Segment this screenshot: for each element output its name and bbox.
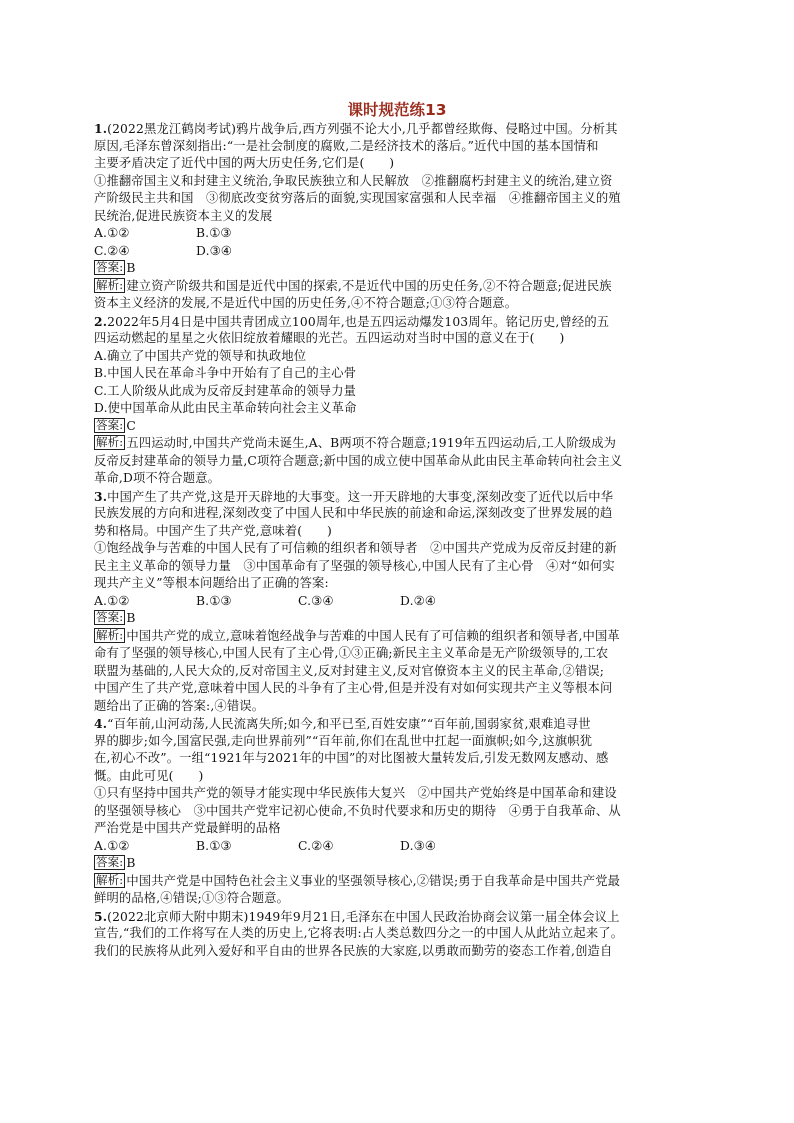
answer-line (94, 855, 700, 873)
analysis-text: 建立资产阶级共和国是近代中国的探索,不是近代中国的历史任务,②不符合题意;促进民族 (126, 278, 612, 293)
analysis-line: 中国产生了共产党,意味着中国人民的斗争有了主心骨,但是并没有对如何实现共产主义等根本问 (94, 681, 613, 695)
question-5 (94, 908, 700, 961)
question-text-line: 在,初心不改”。一组“1921年与2021年的中国”的对比图被大量转发后,引发无数网友感动、感 (94, 751, 609, 765)
question-text-line: 我们的民族将从此列入爱好和平自由的世界各民族的大家庭,以勇敢而勤劳的姿态工作着,创造自 (94, 943, 613, 958)
answer-line (94, 418, 700, 436)
question-text: “百年前,山河动荡,人民流离失所;如今,和平已至,百姓安康”“百年前,国弱家贫,艰难追寻世 (107, 717, 591, 731)
option-b: B.①③ (196, 226, 232, 240)
analysis-label: 解析: (96, 277, 124, 292)
options-row (94, 593, 700, 611)
question-text-line (94, 313, 700, 331)
option-b: B.①③ (196, 593, 232, 608)
answer-value: B (126, 856, 136, 870)
question-number: 5. (94, 908, 108, 924)
options-row (94, 838, 700, 856)
question-text-line: ①推翻帝国主义和封建主义统治,争取民族独立和人民解放 ②推翻腐朽封建主义的统治,建立资 (94, 173, 613, 188)
option-b: B.中国人民在革命斗争中开始有了自己的主心骨 (94, 366, 357, 380)
question-number: 4. (94, 716, 108, 731)
question-text-line: 民统治,促进民族资本主义的发展 (94, 208, 273, 223)
answer-label: 答案: (96, 855, 124, 869)
question-text-line: 界的脚步;如今,国富民强,走向世界前列”“百年前,你们在乱世中扛起一面旗帜;如今,这旗帜犹 (94, 733, 593, 748)
answer-value: C (126, 418, 136, 433)
option-c: C.③④ (298, 593, 334, 608)
analysis-line (94, 435, 700, 453)
question-text-line: 宣告,“我们的工作将写在人类的历史上,它将表明:占人类总数四分之一的中国人从此站立起来了。 (94, 926, 624, 940)
answer-value: B (126, 611, 136, 625)
question-number: 1. (94, 121, 108, 136)
answer-line (94, 610, 700, 628)
analysis-line: 革命,D项不符合题意。 (94, 471, 221, 485)
analysis-label: 解析: (96, 872, 124, 887)
option-a: A.①② (94, 838, 130, 853)
analysis-label: 解析: (96, 435, 124, 449)
question-text-line: 势和格局。中国产生了共产党,意味着( ) (94, 523, 332, 538)
question-text: (2022北京师大附中期末)1949年9月21日,毛泽东在中国人民政治协商会议第一届全体会议上 (107, 909, 620, 924)
answer-label: 答案: (96, 260, 124, 274)
analysis-line: 联盟为基础的,人民大众的,反对帝国主义,反对封建主义,反对官僚资本主义的民主革命,②错误; (94, 663, 605, 678)
analysis-line: 命有了坚强的领导核心,中国人民有了主心骨,①③正确;新民主主义革命是无产阶级领导的,工农 (94, 646, 609, 660)
question-number: 3. (94, 488, 108, 504)
option-b: B.①③ (196, 838, 232, 853)
analysis-line (94, 873, 700, 891)
question-3 (94, 488, 700, 716)
question-text-line: 原因,毛泽东曾深刻指出:“一是社会制度的腐败,二是经济技术的落后。”近代中国的基本国情和 (94, 138, 599, 153)
answer-value: B (126, 261, 136, 275)
question-1 (94, 120, 700, 313)
question-4 (94, 715, 700, 908)
question-text-line: ①只有坚持中国共产党的领导才能实现中华民族伟大复兴 ②中国共产党始终是中国革命和建设 (94, 786, 617, 800)
option-d: D.使中国革命从此由民主革命转向社会主义革命 (94, 401, 357, 415)
question-text: 2022年5月4日是中国共青团成立100周年,也是五四运动爆发103周年。铭记历史,曾经的五 (107, 314, 610, 329)
analysis-label: 解析: (96, 627, 124, 642)
analysis-line: 鲜明的品格,④错误;①③符合题意。 (94, 891, 290, 905)
question-text-line: 产阶级民主共和国 ③彻底改变贫穷落后的面貌,实现国家富强和人民幸福 ④推翻帝国主义的殖 (94, 191, 621, 205)
question-number: 2. (94, 313, 108, 329)
analysis-text: 五四运动时,中国共产党尚未诞生,A、B两项不符合题意;1919年五四运动后,工人阶级成为 (126, 436, 617, 450)
options-row (94, 225, 700, 243)
analysis-text: 中国共产党的成立,意味着饱经战争与苦难的中国人民有了可信赖的组织者和领导者,中国革 (126, 628, 620, 643)
question-text-line (94, 120, 700, 138)
options-row (94, 243, 700, 261)
answer-line (94, 260, 700, 278)
analysis-line (94, 278, 700, 296)
question-text-line: 四运动燃起的星星之火依旧绽放着耀眼的光芒。五四运动对当时中国的意义在于( ) (94, 331, 565, 345)
question-text-line: 严治党是中国共产党最鲜明的品格 (94, 821, 281, 835)
question-text-line (94, 488, 700, 506)
option-d: D.③④ (400, 838, 436, 853)
question-text: 中国产生了共产党,这是开天辟地的大事变。这一开天辟地的大事变,深刻改变了近代以后中华 (107, 489, 614, 504)
question-2 (94, 313, 700, 488)
exercise-page (94, 100, 700, 960)
analysis-line (94, 628, 700, 646)
question-text-line: 主要矛盾决定了近代中国的两大历史任务,它们是( ) (94, 156, 395, 170)
option-a: A.①② (94, 593, 130, 608)
question-text: (2022黑龙江鹤岗考试)鸦片战争后,西方列强不论大小,几乎都曾经欺侮、侵略过中国。分析其 (107, 122, 618, 136)
question-text-line: 现共产主义”等根本问题给出了正确的答案: (94, 576, 329, 590)
question-text-line: 的坚强领导核心 ③中国共产党牢记初心使命,不负时代要求和历史的期待 ④勇于自我革命、从 (94, 803, 621, 818)
analysis-text: 中国共产党是中国特色社会主义事业的坚强领导核心,②错误;勇于自我革命是中国共产党最 (126, 873, 621, 888)
analysis-line: 资本主义经济的发展,不是近代中国的历史任务,④不符合题意;①③符合题意。 (94, 296, 518, 310)
page-title: 课时规范练13 (347, 101, 447, 119)
option-d: D.③④ (196, 243, 232, 258)
option-a: A.确立了中国共产党的领导和执政地位 (94, 348, 307, 363)
option-c: C.②④ (298, 838, 334, 853)
answer-label: 答案: (96, 417, 124, 432)
analysis-line: 题给出了正确的答案:,④错误。 (94, 698, 265, 713)
question-text-line: ①饱经战争与苦难的中国人民有了可信赖的组织者和领导者 ②中国共产党成为反帝反封建的新 (94, 541, 617, 555)
answer-label: 答案: (96, 610, 124, 624)
question-text-line: 慨。由此可见( ) (94, 768, 204, 783)
question-text-line: 民族发展的方向和进程,深刻改变了中国人民和中华民族的前途和命运,深刻改变了世界发展的趋 (94, 506, 613, 520)
question-text-line: 民主主义革命的领导力量 ③中国革命有了坚强的领导核心,中国人民有了主心骨 ④对“如何实 (94, 558, 615, 573)
option-d: D.②④ (400, 593, 436, 608)
option-c: C.工人阶级从此成为反帝反封建革命的领导力量 (94, 383, 357, 398)
option-a: A.①② (94, 226, 130, 240)
option-c: C.②④ (94, 243, 130, 258)
question-text-line (94, 715, 700, 733)
analysis-line: 反帝反封建革命的领导力量,C项符合题意;新中国的成立使中国革命从此由民主革命转向社会主义 (94, 453, 623, 468)
question-text-line (94, 908, 700, 926)
